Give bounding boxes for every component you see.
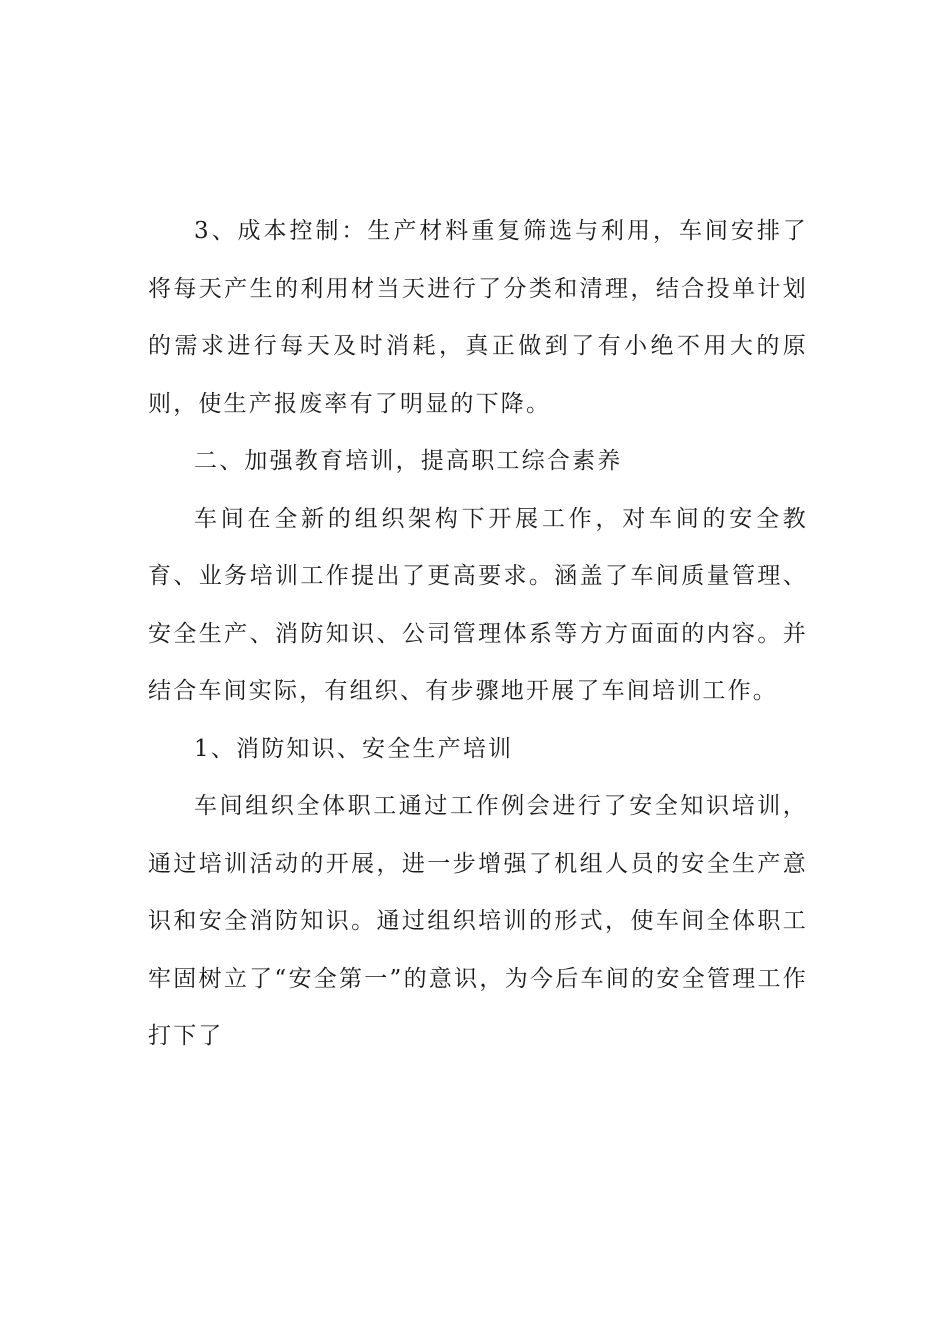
subsection-heading-fire-safety: 1、消防知识、安全生产培训 [194, 735, 514, 762]
paragraph-cost-control: 3、成本控制：生产材料重复筛选与利用，车间安排了将每天产生的利用材当天进行了分类和清理，结合投单计划的需求进行每天及时消耗，真正做到了有小绝不用大的原则，使生产报废率有了明显的下降。 [148, 218, 808, 417]
section-heading-education-training: 二、加强教育培训，提高职工综合素养 [194, 448, 623, 474]
paragraph-safety-training: 车间组织全体职工通过工作例会进行了安全知识培训，通过培训活动的开展，进一步增强了机组人员的安全生产意识和安全消防知识。通过组织培训的形式，使车间全体职工牢固树立了“安全第一”的意识，为今后车间的安全管理工作打下了 [148, 793, 808, 1049]
paragraph-workshop-training: 车间在全新的组织架构下开展工作，对车间的安全教育、业务培训工作提出了更高要求。涵盖了车间质量管理、安全生产、消防知识、公司管理体系等方方面面的内容。并结合车间实际，有组织、有步骤地开展了车间培训工作。 [148, 505, 808, 704]
document-body [148, 203, 808, 1066]
